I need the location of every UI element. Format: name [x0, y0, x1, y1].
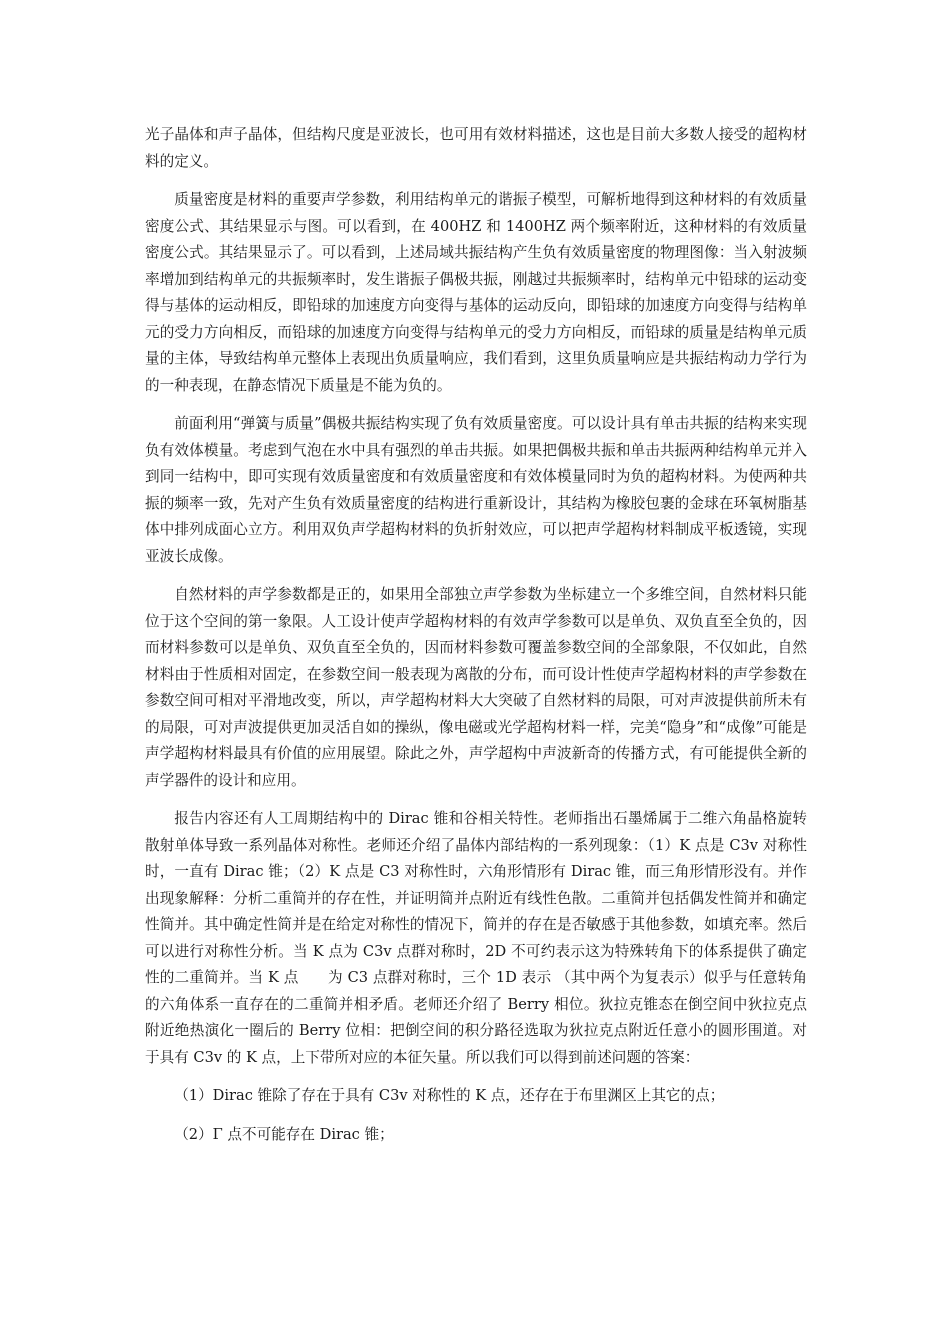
paragraph-mass-density: 质量密度是材料的重要声学参数，利用结构单元的谐振子模型，可解析地得到这种材料的有效质量密度公式、其结果显示与图。可以看到，在 400HZ 和 1400HZ 两个频率附近，这种材料的有效质量密度公式。其结果显示了。可以看到，上述局域共振结构产生负有效质量密度的物理图像：当入射波频率增加到结构单元的共振频率时，发生谐振子偶极共振，刚越过共振频率时，结构单元中铅球的运动变得与基体的运动相反，即铅球的加速度方向变得与基体的运动反向，即铅球的加速度方向变得与结构单元的受力方向相反，而铅球的加速度方向变得与结构单元的受力方向相反，而铅球的质量是结构单元质量的主体，导致结构单元整体上表现出负质量响应，我们看到，这里负质量响应是共振结构动力学行为的一种表现，在静态情况下质量是不能为负的。	[145, 191, 807, 394]
paragraph-metamaterial-definition: 光子晶体和声子晶体，但结构尺度是亚波长，也可用有效材料描述，这也是目前大多数人接受的超构材料的定义。	[145, 126, 807, 170]
paragraph-double-negative: 前面利用“弹簧与质量”偶极共振结构实现了负有效质量密度。可以设计具有单击共振的结构来实现负有效体模量。考虑到气泡在水中具有强烈的单击共振。如果把偶极共振和单击共振两种结构单元并入到同一结构中，即可实现有效质量密度和有效质量密度和有效体模量同时为负的超构材料。为使两种共振的频率一致，先对产生负有效质量密度的结构进行重新设计，其结构为橡胶包裹的金球在环氧树脂基体中排列成面心立方。利用双负声学超构材料的负折射效应，可以把声学超构材料制成平板透镜，实现亚波长成像。	[145, 415, 807, 565]
list-item-1: （1）Dirac 锥除了存在于具有 C3v 对称性的 K 点，还存在于布里渊区上其它的点；	[174, 1087, 725, 1104]
paragraph-dirac-cone: 报告内容还有人工周期结构中的 Dirac 锥和谷相关特性。老师指出石墨烯属于二维六角晶格旋转散射单体导致一系列晶体对称性。老师还介绍了晶体内部结构的一系列现象：（1）K 点是 C3v 对称性时，一直有 Dirac 锥；（2）K 点是 C3 对称性时，六角形情形有 Dirac 锥，而三角形情形没有。并作出现象解释：分析二重简并的存在性，并证明简并点附近有线性色散。二重简并包括偶发性简并和确定性简并。其中确定性简并是在给定对称性的情况下，简并的存在是否敏感于其他参数，如填充率。然后可以进行对称性分析。当 K 点为 C3v 点群对称时，2D 不可约表示这为特殊转角下的体系提供了确定性的二重简并。当 K 点 为 C3 点群对称时，三个 1D 表示 （其中两个为复表示）似乎与任意转角的六角体系一直存在的二重简并相矛盾。老师还介绍了 Berry 相位。狄拉克锥态在倒空间中狄拉克点附近绝热演化一圈后的 Berry 位相：把倒空间的积分路径选取为狄拉克点附近任意小的圆形围道。对于具有 C3v 的 K 点，上下带所对应的本征矢量。所以我们可以得到前述问题的答案：	[145, 810, 807, 1066]
list-item-2: （2）Γ 点不可能存在 Dirac 锥；	[174, 1125, 394, 1143]
paragraph-natural-materials: 自然材料的声学参数都是正的，如果用全部独立声学参数为坐标建立一个多维空间，自然材料只能位于这个空间的第一象限。人工设计使声学超构材料的有效声学参数可以是单负、双负直至全负的，因而材料参数可以是单负、双负直至全负的，因而材料参数可覆盖参数空间的全部象限，不仅如此，自然材料由于性质相对固定，在参数空间一般表现为离散的分布，而可设计性使声学超构材料的声学参数在参数空间可相对平滑地改变，所以，声学超构材料大大突破了自然材料的局限，可对声波提供前所未有的局限，可对声波提供更加灵活自如的操纵，像电磁或光学超构材料一样，完美“隐身”和“成像”可能是声学超构材料最具有价值的应用展望。除此之外，声学超构中声波新奇的传播方式，有可能提供全新的声学器件的设计和应用。	[145, 586, 807, 789]
document-page	[145, 122, 807, 1160]
